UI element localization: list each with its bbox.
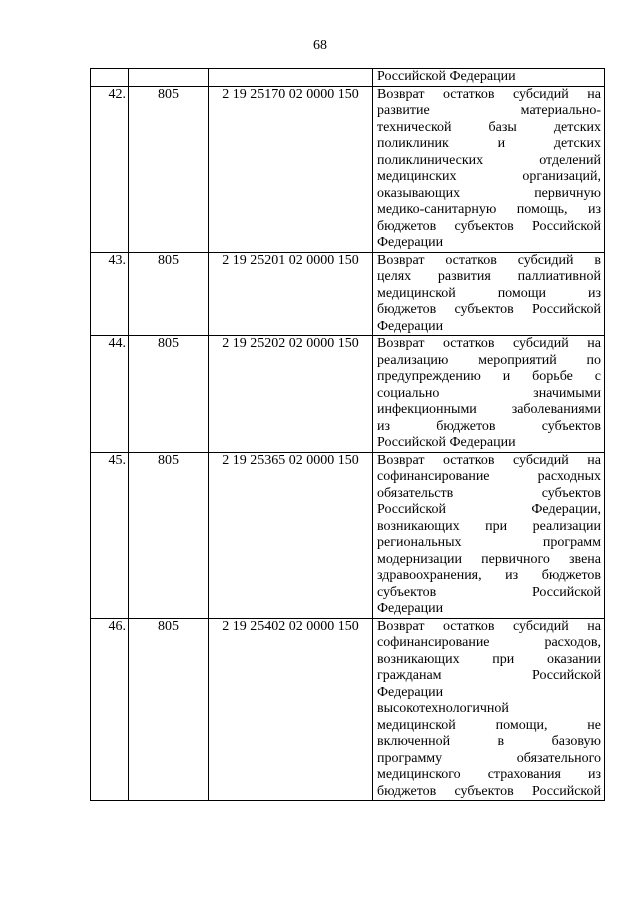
description-cell <box>373 336 605 453</box>
description-line: возникающих при оказании <box>377 651 601 667</box>
description-line: софинансирование расходных <box>377 469 601 484</box>
description-line: технической базы детских <box>377 119 601 135</box>
row-number-cell: 45. <box>91 452 129 618</box>
description-line: поликлинических отделений <box>377 152 601 168</box>
admin-code-cell <box>129 69 209 87</box>
description-line: медицинских организаций, <box>377 169 601 184</box>
description-line: инфекционными заболеваниями <box>377 402 601 417</box>
description-line: здравоохранения, из бюджетов <box>377 568 601 583</box>
description-line: Российской Федерации <box>377 435 516 450</box>
description-line: программу обязательного <box>377 750 601 766</box>
description-line: Федерации <box>377 601 444 616</box>
row-number-cell: 43. <box>91 252 129 336</box>
description-cell <box>373 252 605 336</box>
description-line: Российской Федерации, <box>377 502 601 517</box>
description-line: развитие материально- <box>377 103 601 118</box>
description-line: социально значимыми <box>377 385 601 401</box>
description-line: из бюджетов субъектов <box>377 418 601 434</box>
description-line: Возврат остатков субсидий на <box>377 452 601 468</box>
description-line: медицинской помощи, не <box>377 717 601 733</box>
description-cell <box>373 69 605 87</box>
description-line: медико-санитарную помощь, из <box>377 202 601 217</box>
description-line: модернизации первичного звена <box>377 551 601 567</box>
row-number-cell: 46. <box>91 618 129 801</box>
description-line: бюджетов субъектов Российской <box>377 783 601 799</box>
budget-codes-table <box>90 68 605 801</box>
description-line: Возврат остатков субсидий в <box>377 252 601 268</box>
description-line: Возврат остатков субсидий на <box>377 336 601 351</box>
description-line: поликлиник и детских <box>377 136 601 151</box>
description-line: целях развития паллиативной <box>377 269 601 284</box>
admin-code-cell: 805 <box>129 86 209 252</box>
description-line: Возврат остатков субсидий на <box>377 618 601 634</box>
table-row <box>91 618 605 801</box>
budget-code-cell: 2 19 25365 02 0000 150 <box>209 452 373 618</box>
budget-code-cell: 2 19 25201 02 0000 150 <box>209 252 373 336</box>
description-line: бюджетов субъектов Российской <box>377 218 601 234</box>
description-line: субъектов Российской <box>377 584 601 600</box>
description-line: Российской Федерации <box>377 69 516 84</box>
description-line: Федерации <box>377 684 444 700</box>
admin-code-cell: 805 <box>129 252 209 336</box>
table-row <box>91 336 605 453</box>
description-line: оказывающих первичную <box>377 185 601 201</box>
description-cell <box>373 452 605 618</box>
table-row <box>91 252 605 336</box>
description-line: высокотехнологичной <box>377 701 509 716</box>
description-line: бюджетов субъектов Российской <box>377 302 601 317</box>
description-line: региональных программ <box>377 535 601 550</box>
description-line: реализацию мероприятий по <box>377 352 601 368</box>
description-line: медицинского страхования из <box>377 767 601 782</box>
table-row-continuation <box>91 69 605 87</box>
description-line: Возврат остатков субсидий на <box>377 86 601 102</box>
row-number-cell <box>91 69 129 87</box>
description-line: включенной в базовую <box>377 734 601 749</box>
description-line: возникающих при реализации <box>377 518 601 534</box>
admin-code-cell: 805 <box>129 452 209 618</box>
description-line: гражданам Российской <box>377 668 601 683</box>
budget-code-cell <box>209 69 373 87</box>
description-line: медицинской помощи из <box>377 285 601 301</box>
description-cell <box>373 618 605 801</box>
admin-code-cell: 805 <box>129 336 209 453</box>
description-line: Федерации <box>377 318 444 334</box>
budget-code-cell: 2 19 25402 02 0000 150 <box>209 618 373 801</box>
row-number-cell: 44. <box>91 336 129 453</box>
description-line: Федерации <box>377 235 444 250</box>
budget-code-cell: 2 19 25170 02 0000 150 <box>209 86 373 252</box>
page-number: 68 <box>313 38 327 53</box>
description-line: обязательств субъектов <box>377 485 601 501</box>
row-number-cell: 42. <box>91 86 129 252</box>
description-cell <box>373 86 605 252</box>
table-row <box>91 86 605 252</box>
table-row <box>91 452 605 618</box>
description-line: софинансирование расходов, <box>377 635 601 650</box>
admin-code-cell: 805 <box>129 618 209 801</box>
description-line: предупреждению и борьбе с <box>377 369 601 384</box>
budget-code-cell: 2 19 25202 02 0000 150 <box>209 336 373 453</box>
